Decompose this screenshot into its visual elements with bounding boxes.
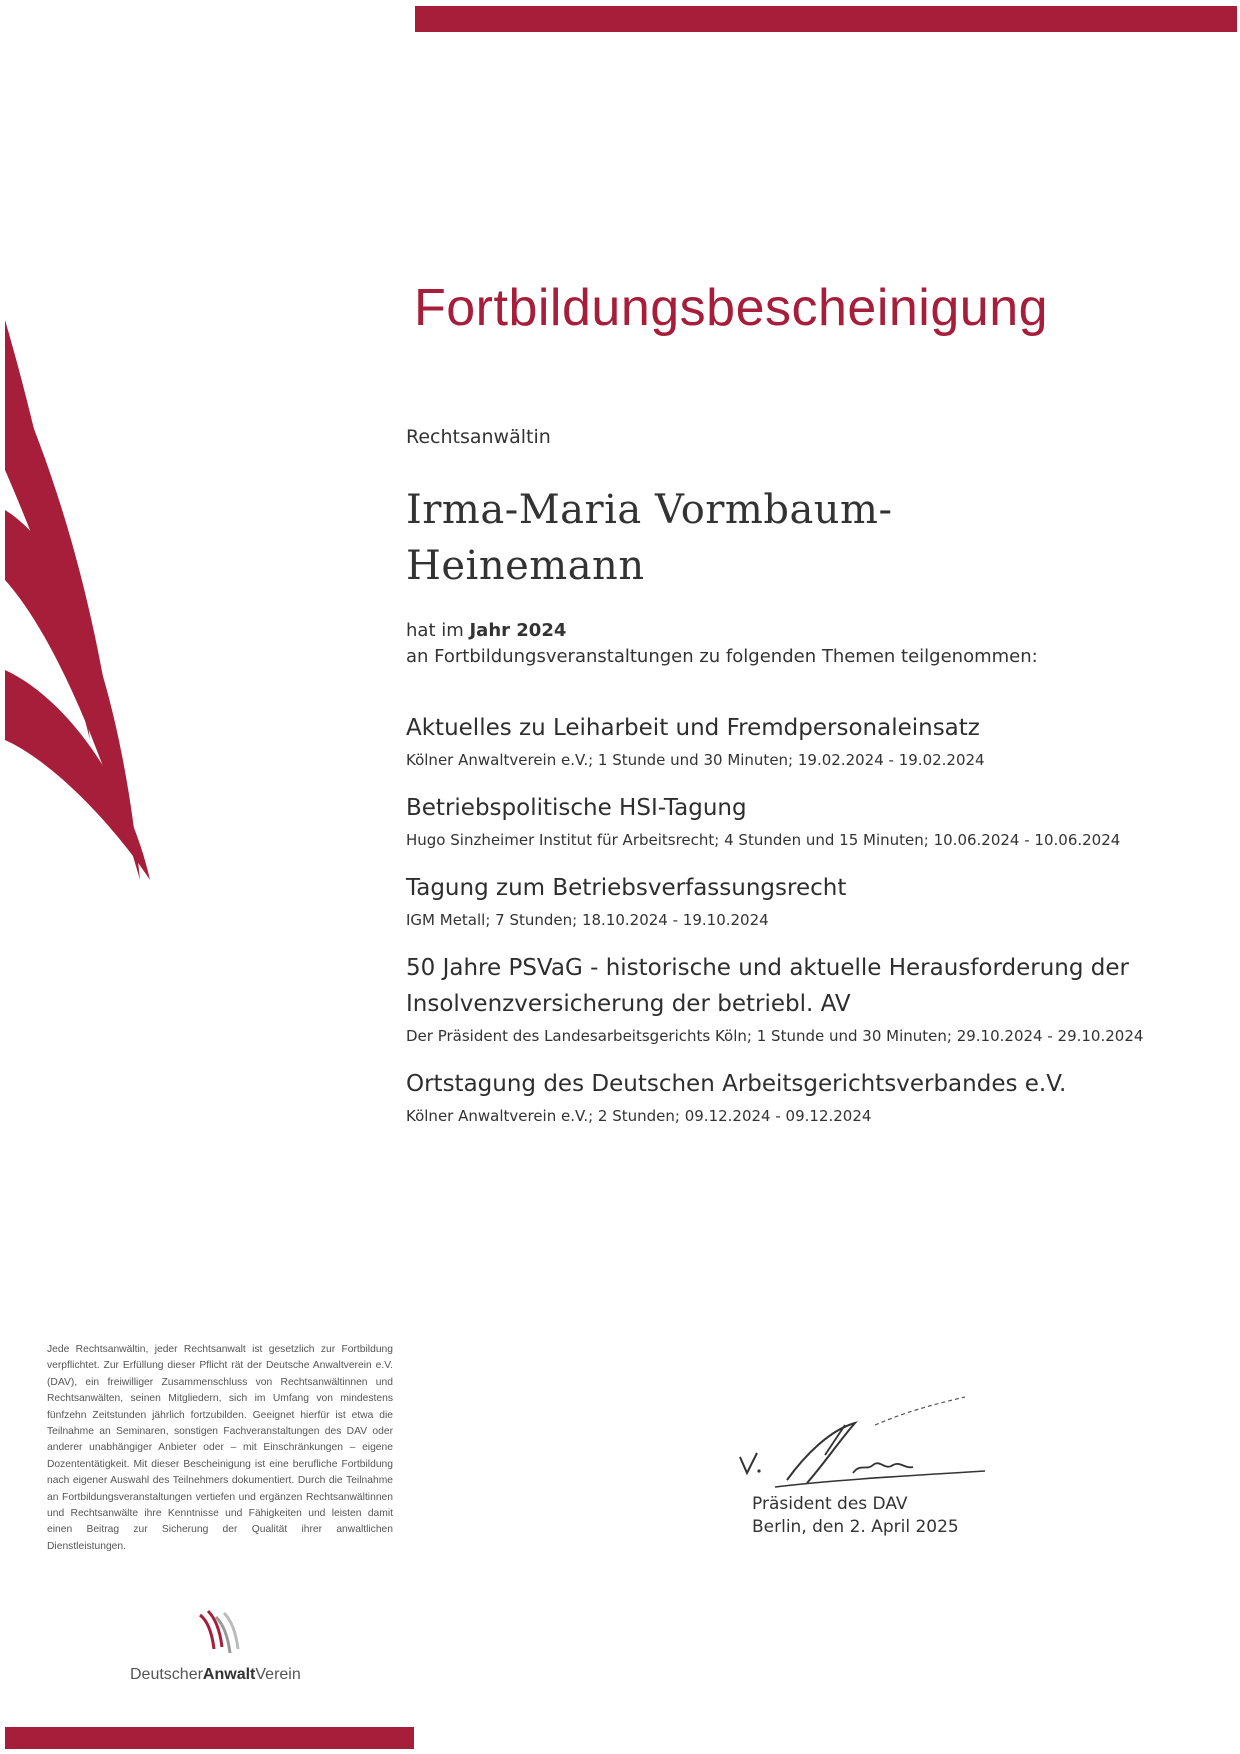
intro-text bbox=[406, 618, 1038, 670]
recipient-name-line1: Irma-Maria Vormbaum- bbox=[406, 487, 893, 533]
course-meta: Hugo Sinzheimer Institut für Arbeitsrecht; 4 Stunden und 15 Minuten; 10.06.2024 - 10.06.2024 bbox=[406, 831, 1121, 849]
course-list bbox=[406, 710, 1166, 1146]
course-title: Aktuelles zu Leiharbeit und Fremdpersonaleinsatz bbox=[406, 715, 980, 741]
course-title: Tagung zum Betriebsverfassungsrecht bbox=[406, 875, 847, 901]
list-item bbox=[406, 790, 1166, 852]
signature-image bbox=[735, 1395, 995, 1505]
course-title: Ortstagung des Deutschen Arbeitsgerichtsverbandes e.V. bbox=[406, 1071, 1067, 1097]
list-item bbox=[406, 870, 1166, 932]
course-meta: Kölner Anwaltverein e.V.; 2 Stunden; 09.12.2024 - 09.12.2024 bbox=[406, 1107, 872, 1125]
recipient-name bbox=[406, 482, 1006, 594]
signature-place-date: Berlin, den 2. April 2025 bbox=[752, 1517, 959, 1537]
intro-year: Jahr 2024 bbox=[469, 620, 567, 641]
dav-logo-icon bbox=[196, 1607, 240, 1657]
recipient-role: Rechtsanwältin bbox=[406, 426, 551, 448]
recipient-name-line2: Heinemann bbox=[406, 543, 645, 589]
bottom-accent-bar bbox=[5, 1727, 414, 1749]
course-meta: Der Präsident des Landesarbeitsgerichts Köln; 1 Stunde und 30 Minuten; 29.10.2024 - 29.10.2024 bbox=[406, 1027, 1144, 1045]
list-item bbox=[406, 950, 1166, 1048]
list-item bbox=[406, 1066, 1166, 1128]
legal-notice: Jede Rechtsanwältin, jeder Rechtsanwalt ist gesetzlich zur Fortbildung verpflichtet. Zur Erfüllung dieser Pflicht rät der Deutsche Anwaltverein e.V. (DAV), ein freiwilliger Zusammenschluss von Rechtsanwältinnen und Rechtsanwälten, seinen Mitgliedern, sich im Umfang von mindestens fünfzehn Zeitstunden jährlich fortzubilden. Geeignet hierfür ist etwa die Teilnahme an Seminaren, sonstigen Fachveranstaltungen des DAV oder anderer unabhängiger Anbieter oder – mit Einschränkungen – eigene Dozententätigkeit. Mit dieser Bescheinigung ist eine berufliche Fortbildung nach eigener Auswahl des Teilnehmers dokumentiert. Durch die Teilnahme an Fortbildungsveranstaltungen vertiefen und ergänzen Rechtsanwältinnen und Rechtsanwälte ihre Kenntnisse und Fähigkeiten und leisten damit einen Beitrag zur Sicherung der Qualität ihrer anwaltlichen Dienstleistungen. bbox=[47, 1344, 393, 1552]
dav-logo-text: DeutscherAnwaltVerein bbox=[130, 1666, 301, 1683]
course-title: 50 Jahre PSVaG - historische und aktuelle Herausforderung der Insolvenzversicherung der betriebl. AV bbox=[406, 955, 1129, 1017]
course-meta: IGM Metall; 7 Stunden; 18.10.2024 - 19.10.2024 bbox=[406, 911, 769, 929]
signatory-title: Präsident des DAV bbox=[752, 1494, 908, 1514]
list-item bbox=[406, 710, 1166, 772]
page-title: Fortbildungsbescheinigung bbox=[414, 279, 1049, 337]
intro-line2: an Fortbildungsveranstaltungen zu folgenden Themen teilgenommen: bbox=[406, 646, 1038, 667]
course-meta: Kölner Anwaltverein e.V.; 1 Stunde und 30 Minuten; 19.02.2024 - 19.02.2024 bbox=[406, 751, 985, 769]
top-accent-bar bbox=[415, 6, 1237, 32]
intro-prefix: hat im bbox=[406, 620, 470, 641]
decorative-swoosh-graphic bbox=[0, 320, 200, 1020]
course-title: Betriebspolitische HSI-Tagung bbox=[406, 795, 747, 821]
